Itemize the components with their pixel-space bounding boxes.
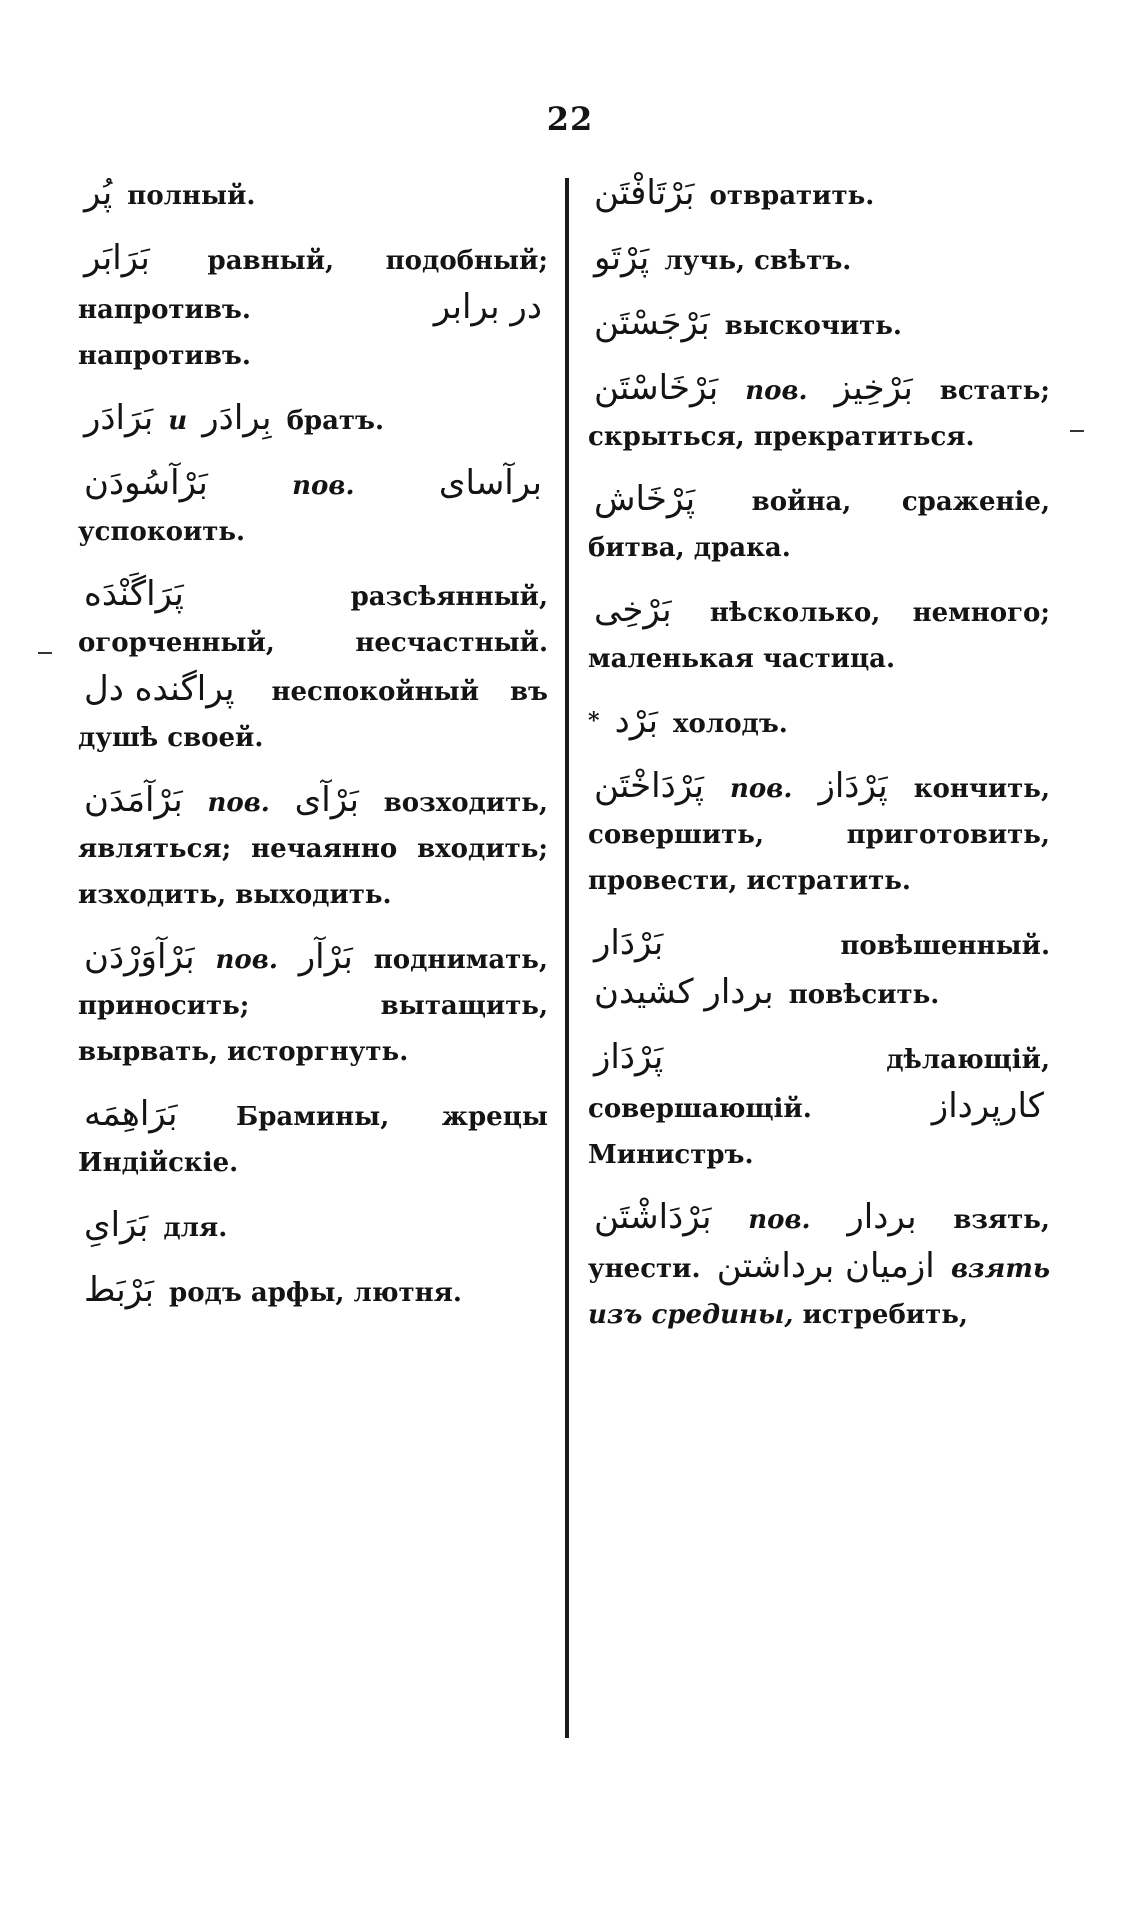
arabic-headword: بَرَایِ [84, 1205, 149, 1245]
imperative-abbr: пов. [745, 376, 808, 406]
arabic-headword: بَرْخَاسْتَن [594, 368, 719, 408]
definition: выскочить. [724, 311, 902, 341]
definition: успокоить. [78, 517, 246, 547]
page-number: 22 [546, 100, 594, 138]
definition: напротивъ. [78, 341, 251, 371]
arabic-imperative: پَرْدَاز [818, 766, 888, 806]
definition: Брамины, жрецы Индійскіе. [78, 1102, 548, 1178]
dictionary-entry [588, 1194, 1050, 1338]
arabic-headword: بَرْدَار [594, 923, 664, 963]
arabic-phrase: کارپرداز [931, 1086, 1044, 1126]
dictionary-entry [588, 300, 1050, 349]
dictionary-entry [78, 1091, 548, 1186]
dictionary-entry [588, 235, 1050, 284]
imperative-abbr: пов. [207, 788, 270, 818]
dictionary-entry [588, 170, 1050, 219]
dictionary-entry [588, 365, 1050, 460]
dictionary-entry [588, 763, 1050, 904]
definition: для. [163, 1213, 228, 1243]
dictionary-entry [588, 698, 1050, 747]
dictionary-entry [78, 395, 548, 444]
definition: кончить, совершить, приготовить, провести, истратить. [588, 774, 1050, 896]
arabic-headword: بَرَادَر [84, 398, 154, 438]
arabic-imperative: بَرْخِیز [834, 368, 913, 408]
arabic-headword: بَرْبَط [84, 1270, 154, 1310]
definition: встать; скрыться, прекратиться. [588, 376, 1050, 452]
dictionary-entry [588, 920, 1050, 1018]
dictionary-entry [78, 460, 548, 555]
arabic-headword: پَرَاگَنْدَه [84, 574, 184, 614]
arabic-headword: بَرْآوَرْدَن [84, 937, 195, 977]
definition: Министръ. [588, 1140, 754, 1170]
definition: дѣлающій, совершающій. [588, 1045, 1050, 1124]
column-divider [565, 178, 569, 1738]
definition: неспокойный въ душѣ своей. [78, 677, 548, 753]
right-column [588, 170, 1050, 1354]
definition: нѣсколько, немного; маленькая частица. [588, 598, 1050, 674]
arabic-headword: بَرْد [614, 701, 658, 741]
definition: лучь, свѣтъ. [664, 246, 852, 276]
imperative-abbr: пов. [748, 1205, 811, 1235]
arabic-headword: بَرْتَافْتَن [594, 173, 695, 213]
definition: повѣшенный. [840, 931, 1050, 961]
margin-mark [38, 652, 52, 654]
arabic-variant: بِرادَر [202, 398, 272, 438]
conjunction: и [168, 406, 188, 436]
arabic-headword: پُر [84, 173, 113, 213]
imperative-abbr: пов. [215, 945, 278, 975]
dictionary-entry [78, 235, 548, 379]
arabic-phrase: بردار کشیدن [594, 972, 774, 1012]
dictionary-entry [78, 1202, 548, 1251]
arabic-phrase: پراگنده دل [84, 669, 235, 709]
arabic-headword: بَرَاهِمَه [84, 1094, 178, 1134]
dictionary-entry [78, 934, 548, 1075]
arabic-headword: بَرْآسُودَن [84, 463, 208, 503]
entry-marker: * [588, 708, 600, 734]
arabic-headword: پَرْخَاش [594, 479, 696, 519]
arabic-headword: بَرْجَسْتَن [594, 303, 710, 343]
imperative-abbr: пов. [292, 471, 355, 501]
arabic-headword: پَرْدَاز [594, 1037, 664, 1077]
definition: разсѣянный, огорченный, несчастный. [78, 582, 548, 658]
arabic-headword: پَرْدَاخْتَن [594, 766, 704, 806]
definition: истребить, [802, 1300, 968, 1330]
arabic-imperative: بَرْآر [298, 937, 353, 977]
dictionary-entry [588, 1034, 1050, 1178]
arabic-phrase: ازمیان برداشتن [716, 1246, 935, 1286]
arabic-phrase: در برابر [433, 287, 542, 327]
definition: отвратить. [709, 181, 875, 211]
definition: взять, унести. [588, 1205, 1050, 1284]
definition: возходить, являться; нечаянно входить; изходить, выходить. [78, 788, 548, 910]
definition: равный, подобный; напротивъ. [78, 246, 548, 325]
dictionary-entry [78, 170, 548, 219]
arabic-headword: پَرْتَو [594, 238, 650, 278]
imperative-abbr: пов. [730, 774, 793, 804]
definition-italic: взять изъ средины, [588, 1254, 1050, 1330]
definition: родъ арфы, лютня. [169, 1278, 462, 1308]
arabic-headword: بَرْدَاشْتَن [594, 1197, 712, 1237]
arabic-headword: بَرَابَر [84, 238, 150, 278]
dictionary-entry [78, 1267, 548, 1316]
arabic-imperative: برآسای [438, 463, 542, 503]
arabic-imperative: بردار [847, 1197, 917, 1237]
dictionary-entry [588, 587, 1050, 682]
arabic-headword: بَرْآمَدَن [84, 780, 183, 820]
definition: война, сраженіе, битва, драка. [588, 487, 1050, 563]
dictionary-entry [588, 476, 1050, 571]
definition: повѣсить. [788, 980, 940, 1010]
definition: братъ. [286, 406, 385, 436]
definition: поднимать, приносить; вытащить, вырвать, исторгнуть. [78, 945, 548, 1067]
arabic-headword: بَرْخِی [594, 590, 672, 630]
definition: полный. [127, 181, 256, 211]
left-column [78, 170, 548, 1332]
dictionary-entry [78, 571, 548, 761]
definition: холодъ. [673, 709, 788, 739]
arabic-imperative: بَرْآی [294, 780, 359, 820]
dictionary-entry [78, 777, 548, 918]
margin-mark [1070, 430, 1084, 432]
